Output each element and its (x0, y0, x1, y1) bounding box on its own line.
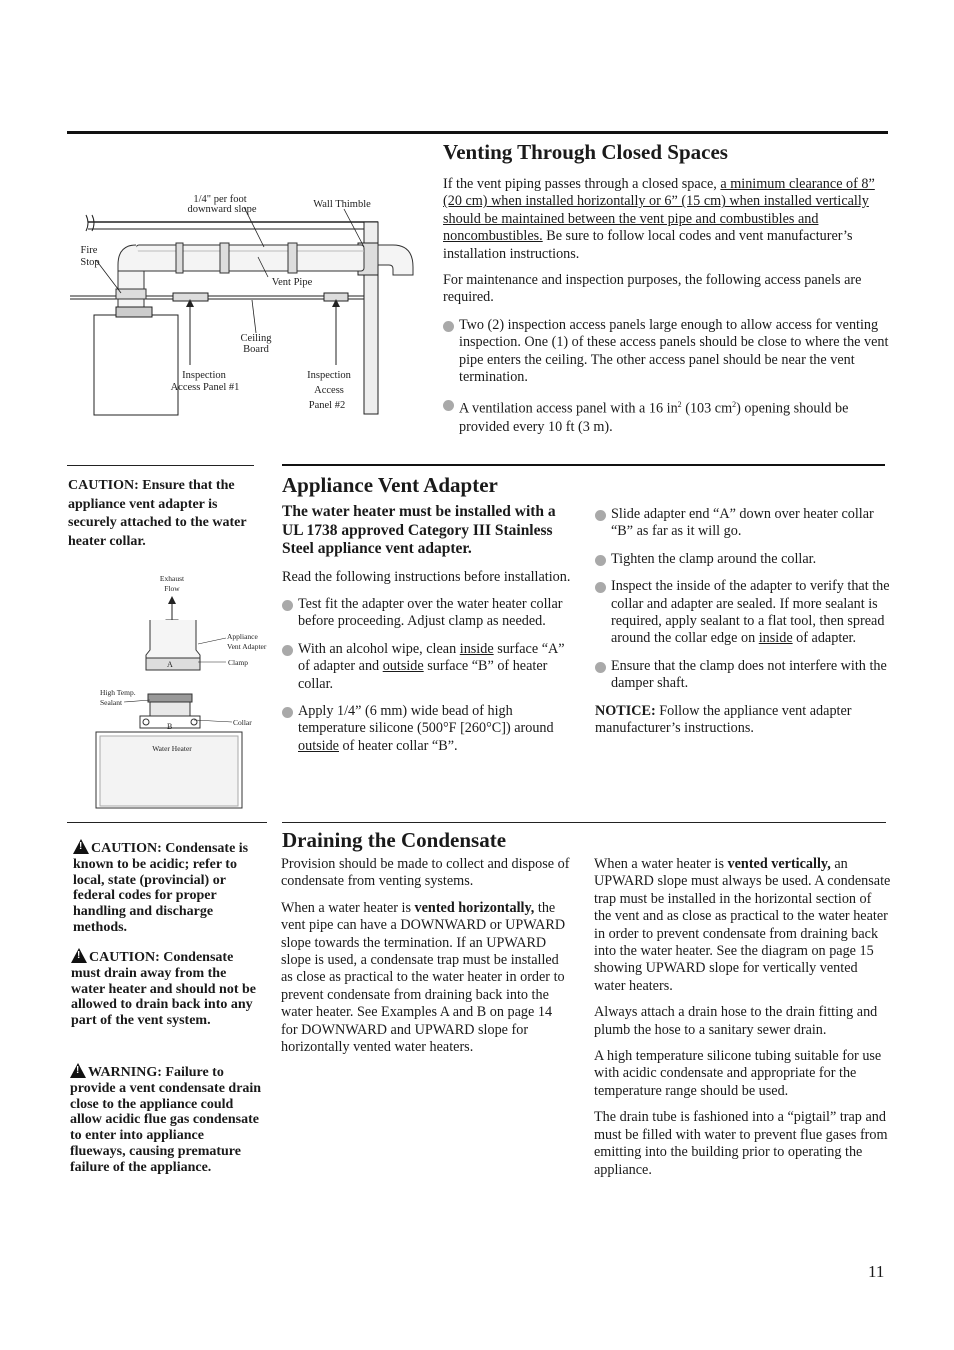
condensate-col-2 (594, 856, 892, 1179)
inspection-panel-1-shape (173, 293, 208, 301)
adapter-bullet-5: Tighten the clamp around the collar. (595, 551, 891, 568)
label-water-heater: Water Heater (152, 744, 192, 753)
label-insp1-1: Inspection (182, 370, 226, 381)
condensate-para-3: When a water heater is vented vertically, an UPWARD slope must always be used. A condensate trap must be installed in the horizontal section of the vent and as close as practical to the water heater in order to prevent condensate from draining back into the water heater. See the diagram on page 15 showing UPWARD slope for vertically vented water heaters. (594, 856, 891, 994)
label-wall-thimble: Wall Thimble (313, 199, 371, 210)
adapter-bullet-7: Ensure that the clamp does not interfere with the damper shaft. (595, 658, 891, 693)
adapter-notice: NOTICE: Follow the appliance vent adapter manufacturer’s instructions. (595, 702, 852, 737)
rule-left-2 (67, 465, 254, 466)
condensate-col-1 (281, 856, 571, 1056)
condensate-para-4: Always attach a drain hose to the drain fitting and plumb the hose to a sanitary sewer drain. (594, 1004, 878, 1038)
venting-para-2: For maintenance and inspection purposes, the following access panels are required. (443, 272, 862, 306)
label-slope-2: downward slope (187, 204, 257, 215)
adapter-bullet-3: Apply 1/4” (6 mm) wide bead of high temperature silicone (500°F [260°C]) around outside of heater collar “B”. (282, 703, 572, 755)
label-exhaust-2: Flow (164, 584, 180, 593)
label-hightemp-2: Sealant (100, 698, 123, 707)
adapter-intro: Read the following instructions before installation. (282, 568, 571, 585)
water-heater-top (94, 315, 178, 415)
label-fire-stop-1: Fire (80, 245, 98, 256)
adapter-bullet-1: Test fit the adapter over the water heater collar before proceeding. Adjust clamp as needed. (282, 596, 572, 631)
venting-text (443, 176, 889, 436)
label-insp2-3: Panel #2 (308, 400, 346, 411)
rule-right-2 (282, 464, 885, 466)
rule-left-3 (67, 822, 267, 823)
adapter-bullet-6: Inspect the inside of the adapter to verify that the collar and adapter are sealed. If more sealant is required, apply sealant to a flat tool, then spread around the collar edge on inside of adapter. (595, 578, 891, 648)
adapter-bullet-2: With an alcohol wipe, clean inside surface “A” of adapter and outside surface “B” of heater collar. (282, 641, 572, 693)
label-insp2-2: Access (314, 385, 344, 396)
page-number: 11 (868, 1262, 885, 1281)
label-clamp: Clamp (228, 658, 248, 667)
condensate-para-1: Provision should be made to collect and dispose of condensate from venting systems. (281, 856, 570, 890)
condensate-title: Draining the Condensate (282, 828, 507, 852)
label-exhaust-1: Exhaust (159, 574, 185, 583)
label-b: B (167, 722, 173, 731)
condensate-para-5: A high temperature silicone tubing suitable for use with acidic condensate and appropriate for the temperature range should be used. (594, 1048, 882, 1099)
venting-bullet-2: A ventilation access panel with a 16 $in^2$ (103 $cm^2$) opening should be provided every 10 ft (3 m). (443, 396, 889, 436)
condensate-para-6: The drain tube is fashioned into a “pigtail” trap and must be filled with water to prevent flue gases from emitting into the building prior to operating the appliance. (594, 1109, 888, 1178)
adapter-lead: The water heater must be installed with a UL 1738 approved Category III Stainless Steel appliance vent adapter. (282, 503, 556, 557)
adapter-caution: CAUTION: Ensure that the appliance vent adapter is securely attached to the water heater collar. (68, 478, 247, 549)
warning-triangle-icon (71, 948, 87, 963)
venting-para-1: If the vent piping passes through a closed space, a minimum clearance of 8” (20 cm) when installed horizontally or 6” (15 cm) when installed vertically should be maintained between the vent pipe and combustibles and noncombustibles. Be sure to follow local codes and vent manufacturer’s installation instructions. (443, 176, 875, 262)
adapter-diagram (94, 570, 267, 810)
label-appliance-2: Vent Adapter (227, 642, 267, 651)
adapter-col-2 (595, 506, 891, 737)
label-slope-1: 1/4" per foot (193, 194, 247, 205)
top-rule (67, 131, 888, 134)
label-appliance-1: Appliance (227, 632, 258, 641)
label-collar: Collar (233, 718, 252, 727)
label-hightemp-1: High Temp. (100, 688, 136, 697)
rule-right-3 (282, 822, 886, 823)
warning-triangle-icon (70, 1063, 86, 1078)
condensate-warning: !WARNING: Failure to provide a vent condensate drain close to the appliance could allow acidic flue gas condensate to enter into appliance flueways, causing premature failure of the appliance. (70, 1063, 262, 1176)
venting-title: Venting Through Closed Spaces (443, 140, 728, 164)
venting-diagram (66, 185, 426, 420)
label-insp1-2: Access Panel #1 (170, 382, 240, 393)
vent-pipe-shape (136, 245, 364, 271)
adapter-bullet-4: Slide adapter end “A” down over heater collar “B” as far as it will go. (595, 506, 891, 541)
label-a: A (167, 660, 173, 669)
label-vent-pipe: Vent Pipe (271, 277, 313, 288)
label-fire-stop-2: Stop (80, 257, 100, 268)
label-ceiling-2: Board (243, 344, 269, 355)
venting-bullet-1: Two (2) inspection access panels large enough to allow access for venting inspection. One (1) of these access panels should be close to where the vent pipe enters the ceiling. The other access panel should be near the vent termination. (443, 317, 889, 387)
label-insp2-1: Inspection (307, 370, 351, 381)
condensate-para-2: When a water heater is vented horizontally, the vent pipe can have a DOWNWARD or UPWARD slope towards the termination. If an UPWARD slope is used, a condensate trap must be installed as close as practical to the water heater in order to prevent condensate from draining back into the water heater. See Examples A and B on page 14 for DOWNWARD and UPWARD slope for horizontally vented water heaters. (281, 899, 566, 1056)
label-ceiling-1: Ceiling (240, 333, 272, 344)
adapter-col-1 (282, 503, 572, 755)
adapter-title: Appliance Vent Adapter (282, 473, 498, 497)
warning-triangle-icon (73, 839, 89, 854)
condensate-caution-1: !CAUTION: Condensate is known to be acidic; refer to local, state (provincial) or federal codes for proper handling and discharge methods. (73, 839, 263, 936)
condensate-caution-2: !CAUTION: Condensate must drain away from the water heater and should not be allowed to drain back into any part of the vent system. (71, 948, 261, 1029)
